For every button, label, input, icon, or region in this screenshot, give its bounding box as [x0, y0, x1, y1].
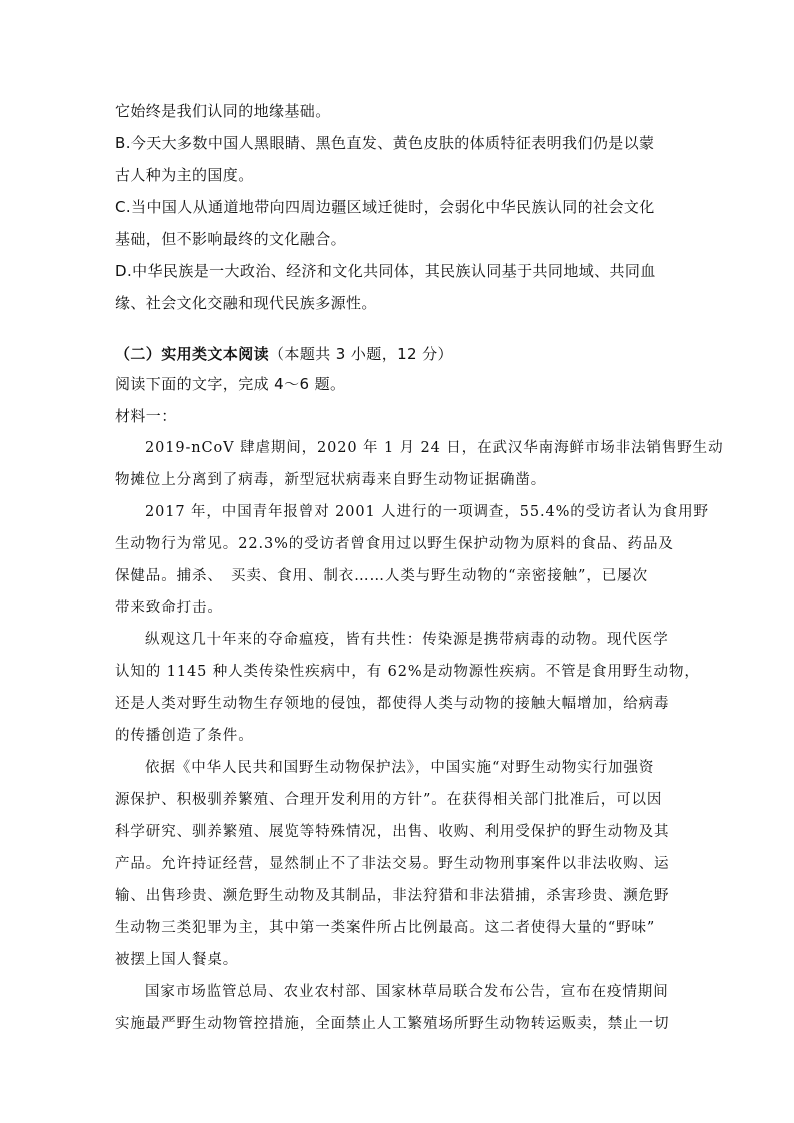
option-d-line-2: 缘、社会文化交融和现代民族多源性。 [115, 294, 377, 312]
option-b-line-2: 古人种为主的国度。 [115, 166, 254, 184]
section-instruction: 阅读下面的文字，完成 4～6 题。 [115, 375, 346, 393]
option-c-line-1: C.当中国人从通道地带向四周边疆区域迁徙时，会弱化中华民族认同的社会文化 [115, 198, 655, 216]
material-p3-line-1: 纵观这几十年来的夺命瘟疫，皆有共性：传染源是携带病毒的动物。现代医学 [145, 632, 669, 648]
section-heading [115, 344, 453, 364]
material-p2-line-4: 带来致命打击。 [115, 600, 223, 616]
material-p5-line-1: 国家市场监管总局、农业农村部、国家林草局联合发布公告，宣布在疫情期间 [145, 984, 669, 1000]
material-p2-line-3: 保健品。捕杀、 买卖、食用、制衣……人类与野生动物的“亲密接触”，已屡次 [115, 568, 648, 584]
material-p4-line-2: 源保护、积极驯养繁殖、合理开发利用的方针”。在获得相关部门批准后，可以因 [115, 792, 663, 808]
material-p2-line-2: 生动物行为常见。22.3%的受访者曾食用过以野生保护动物为原料的食品、药品及 [115, 536, 674, 552]
material-p3-line-4: 的传播创造了条件。 [115, 728, 254, 744]
material-p1-line-2: 物摊位上分离到了病毒，新型冠状病毒来自野生动物证据确凿。 [115, 472, 547, 488]
material-p4-line-7: 被摆上国人餐桌。 [115, 952, 239, 968]
option-c-line-2: 基础，但不影响最终的文化融合。 [115, 230, 347, 248]
material-p3-line-3: 还是人类对野生动物生存领地的侵蚀，都使得人类与动物的接触大幅增加，给病毒 [115, 696, 670, 712]
option-a-tail-line: 它始终是我们认同的地缘基础。 [115, 102, 331, 120]
material-p3-line-2: 认知的 1145 种人类传染性疾病中，有 62%是动物源性疾病。不管是食用野生动物， [115, 664, 700, 680]
material-p4-line-1: 依据《中华人民共和国野生动物保护法》，中国实施“对野生动物实行加强资 [145, 760, 655, 776]
material-p1-line-1: 2019-nCoV 肆虐期间，2020 年 1 月 24 日，在武汉华南海鲜市场非法销售野生动 [145, 440, 724, 456]
material-p4-line-4: 产品。允许持证经营，显然制止不了非法交易。野生动物刑事案件以非法收购、运 [115, 856, 670, 872]
section-note: （本题共 3 小题，12 分） [269, 345, 453, 363]
material-p2-line-1: 2017 年，中国青年报曾对 2001 人进行的一项调查，55.4%的受访者认为食用野 [145, 504, 709, 520]
material-p4-line-5: 输、出售珍贵、濒危野生动物及其制品，非法狩猎和非法猎捕，杀害珍贵、濒危野 [115, 888, 670, 904]
option-d-line-1: D.中华民族是一大政治、经济和文化共同体，其民族认同基于共同地域、共同血 [115, 262, 656, 280]
material-p4-line-6: 生动物三类犯罪为主，其中第一类案件所占比例最高。这二者使得大量的“野味” [115, 920, 656, 936]
option-b-line-1: B.今天大多数中国人黑眼睛、黑色直发、黄色皮肤的体质特征表明我们仍是以蒙 [115, 134, 655, 152]
material-label: 材料一： [115, 407, 177, 425]
section-title: （二）实用类文本阅读 [115, 345, 270, 363]
material-p4-line-3: 科学研究、驯养繁殖、展览等特殊情况，出售、收购、利用受保护的野生动物及其 [115, 824, 670, 840]
material-p5-line-2: 实施最严野生动物管控措施，全面禁止人工繁殖场所野生动物转运贩卖，禁止一切 [115, 1016, 670, 1032]
